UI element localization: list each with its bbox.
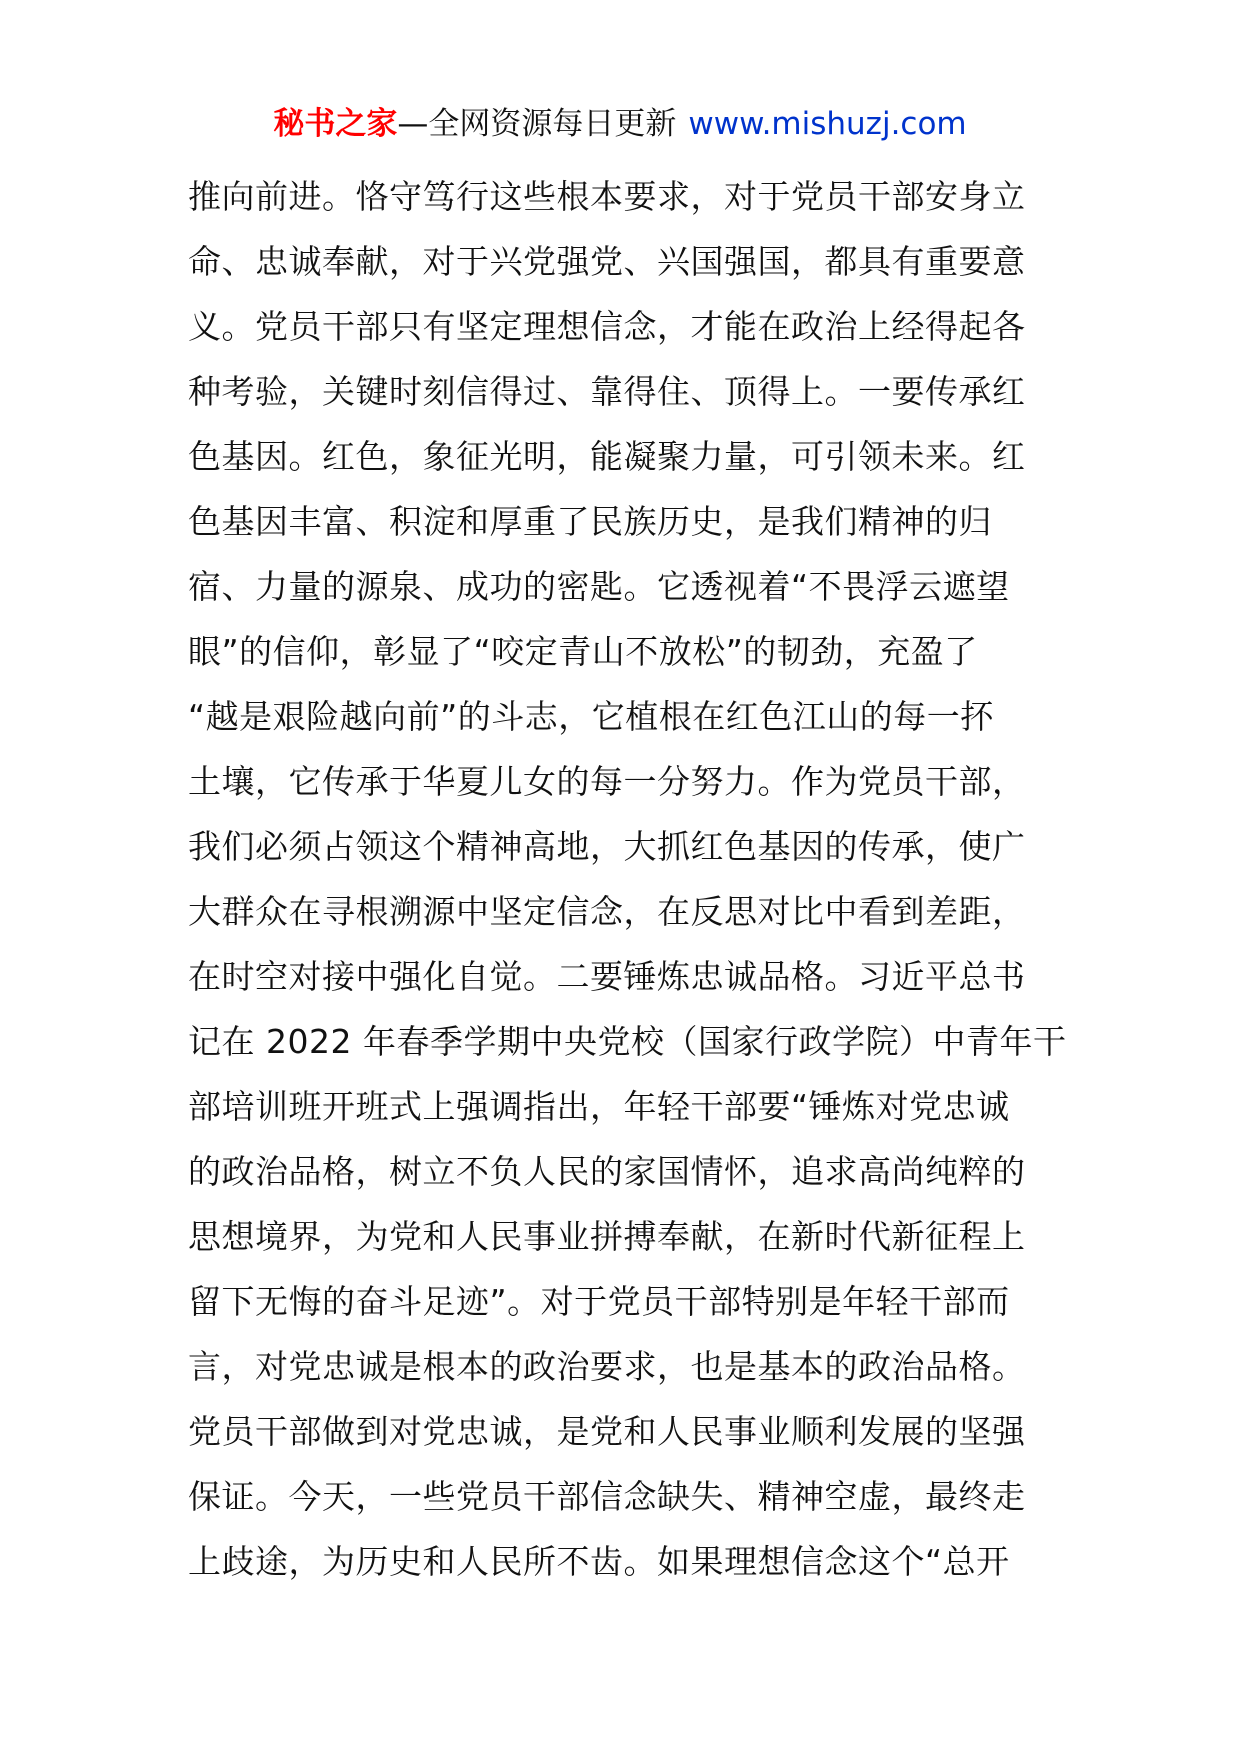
text-line: 推向前进。恪守笃行这些根本要求，对于党员干部安身立 [188, 177, 1026, 216]
text-line: 部培训班开班式上强调指出，年轻干部要“锤炼对党忠诚 [188, 1087, 1010, 1126]
text-line: 眼”的信仰，彰显了“咬定青山不放松”的韧劲，充盈了 [188, 632, 978, 671]
text-line: 大群众在寻根溯源中坚定信念，在反思对比中看到差距， [188, 892, 1026, 931]
site-header [0, 104, 1240, 144]
document-body [188, 164, 1068, 1594]
text-line: 义。党员干部只有坚定理想信念，才能在政治上经得起各 [188, 307, 1026, 346]
text-line: 留下无悔的奋斗足迹”。对于党员干部特别是年轻干部而 [188, 1282, 1010, 1321]
text-line: 色基因丰富、积淀和厚重了民族历史，是我们精神的归 [188, 502, 992, 541]
text-line: 我们必须占领这个精神高地，大抓红色基因的传承，使广 [188, 827, 1026, 866]
text-line: 的政治品格，树立不负人民的家国情怀，追求高尚纯粹的 [188, 1152, 1026, 1191]
text-line: 党员干部做到对党忠诚，是党和人民事业顺利发展的坚强 [188, 1412, 1026, 1451]
header-slogan: —全网资源每日更新 [397, 106, 677, 142]
text-line: 在时空对接中强化自觉。二要锤炼忠诚品格。习近平总书 [188, 957, 1026, 996]
text-line: 命、忠诚奉献，对于兴党强党、兴国强国，都具有重要意 [188, 242, 1026, 281]
brand-name: 秘书之家 [273, 106, 398, 142]
text-line: 记在 2022 年春季学期中央党校（国家行政学院）中青年干 [188, 1022, 1067, 1061]
text-line: 思想境界，为党和人民事业拼搏奉献，在新时代新征程上 [188, 1217, 1026, 1256]
text-line: 种考验，关键时刻信得过、靠得住、顶得上。一要传承红 [188, 372, 1026, 411]
text-line: 上歧途，为历史和人民所不齿。如果理想信念这个“总开 [188, 1542, 1010, 1581]
site-url-link[interactable]: www.mishuzj.com [688, 106, 967, 142]
text-line: 土壤，它传承于华夏儿女的每一分努力。作为党员干部， [188, 762, 1026, 801]
text-line: “越是艰险越向前”的斗志，它植根在红色江山的每一抔 [188, 697, 994, 736]
text-line: 色基因。红色，象征光明，能凝聚力量，可引领未来。红 [188, 437, 1026, 476]
text-line: 言，对党忠诚是根本的政治要求，也是基本的政治品格。 [188, 1347, 1026, 1386]
text-line: 保证。今天，一些党员干部信念缺失、精神空虚，最终走 [188, 1477, 1026, 1516]
text-line: 宿、力量的源泉、成功的密匙。它透视着“不畏浮云遮望 [188, 567, 1010, 606]
